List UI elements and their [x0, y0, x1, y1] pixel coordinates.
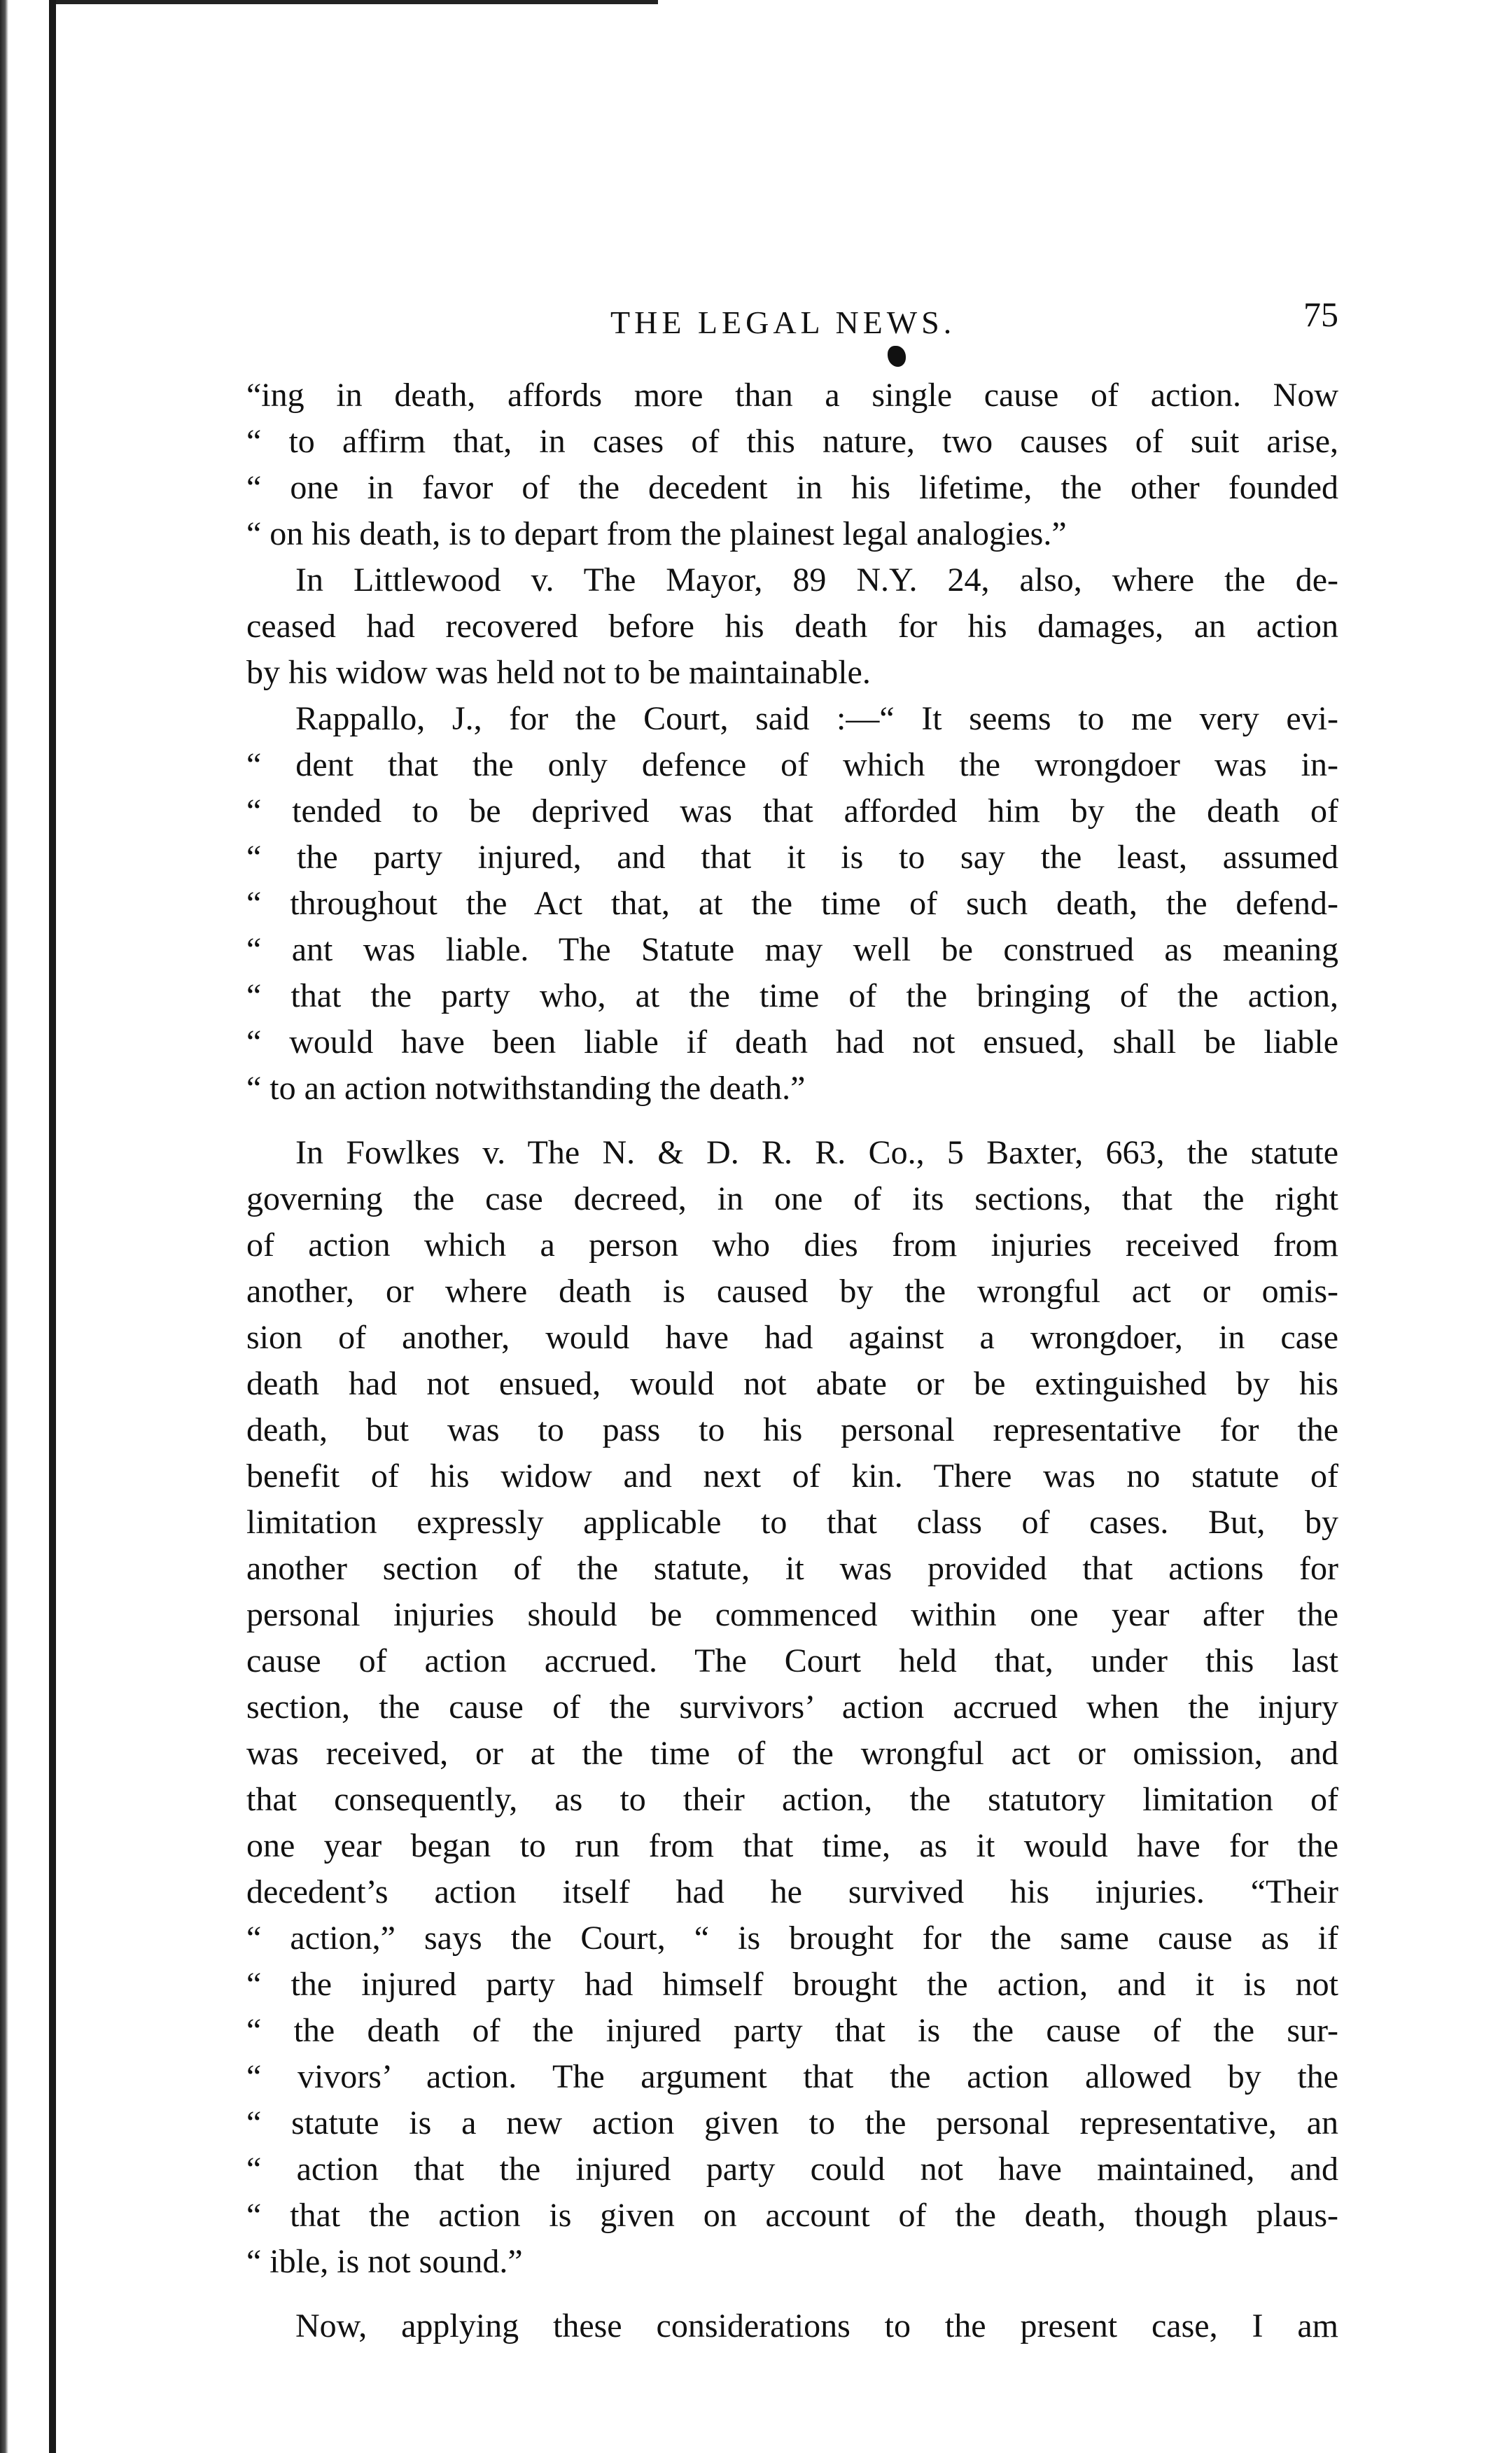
paragraph-1 [246, 372, 1338, 557]
binding-edge [0, 0, 8, 2453]
page [246, 294, 1338, 2380]
text-line: death, but was to pass to his personal representative for the [246, 1411, 1338, 1448]
body-text [246, 372, 1338, 2349]
text-line: “ on his death, is to depart from the plainest legal analogies.” [246, 515, 1067, 552]
text-line: “ that the action is given on account of the death, though plaus- [246, 2197, 1338, 2234]
text-line: “ one in favor of the decedent in his lifetime, the other founded [246, 469, 1338, 506]
text-line: Rappallo, J., for the Court, said :—“ It seems to me very evi- [295, 700, 1338, 737]
text-line: death had not ensued, would not abate or be extinguished by his [246, 1365, 1338, 1402]
text-line: another section of the statute, it was provided that actions for [246, 1550, 1338, 1587]
text-line: “ ant was liable. The Statute may well be construed as meaning [246, 931, 1338, 968]
text-line: “ the injured party had himself brought the action, and it is not [246, 1966, 1338, 2003]
text-line: “ dent that the only defence of which the wrongdoer was in- [246, 746, 1338, 783]
text-line: “ the party injured, and that it is to say the least, assumed [246, 839, 1338, 876]
paragraph-3 [246, 696, 1338, 1112]
text-line: another, or where death is caused by the wrongful act or omis- [246, 1273, 1338, 1310]
running-head [246, 294, 1338, 350]
text-line: section, the cause of the survivors’ action accrued when the injury [246, 1689, 1338, 1726]
text-line: “ would have been liable if death had not ensued, shall be liable [246, 1023, 1338, 1061]
paragraph-2 [246, 557, 1338, 696]
text-line: “ statute is a new action given to the personal representative, an [246, 2104, 1338, 2141]
text-line: In Fowlkes v. The N. & D. R. R. Co., 5 Baxter, 663, the statute [295, 1134, 1338, 1171]
text-line: “ throughout the Act that, at the time of such death, the defend- [246, 885, 1338, 922]
text-line: sion of another, would have had against a wrongdoer, in case [246, 1319, 1338, 1356]
text-line: “ing in death, affords more than a single cause of action. Now [246, 377, 1338, 414]
text-line: ceased had recovered before his death for his damages, an action [246, 608, 1338, 645]
text-line: limitation expressly applicable to that class of cases. But, by [246, 1504, 1338, 1541]
binding-line [49, 0, 56, 2453]
paragraph-5 [246, 2303, 1338, 2349]
running-title: THE LEGAL NEWS. [610, 305, 956, 340]
text-line: governing the case decreed, in one of its sections, that the right [246, 1180, 1338, 1217]
text-line: In Littlewood v. The Mayor, 89 N.Y. 24, also, where the de- [295, 561, 1338, 599]
text-line: “ tended to be deprived was that afforded him by the death of [246, 792, 1338, 830]
text-line: one year began to run from that time, as it would have for the [246, 1827, 1338, 1864]
text-line: “ the death of the injured party that is the cause of the sur- [246, 2012, 1338, 2049]
page-number: 75 [1303, 295, 1338, 334]
text-line: “ action,” says the Court, “ is brought for the same cause as if [246, 1920, 1338, 1957]
text-line: by his widow was held not to be maintainable. [246, 654, 871, 691]
text-line: “ to affirm that, in cases of this nature, two causes of suit arise, [246, 423, 1338, 460]
text-line: cause of action accrued. The Court held that, under this last [246, 1642, 1338, 1679]
text-line: “ ible, is not sound.” [246, 2243, 523, 2280]
text-line: that consequently, as to their action, the statutory limitation of [246, 1781, 1338, 1818]
text-line: personal injuries should be commenced within one year after the [246, 1596, 1338, 1633]
text-line: benefit of his widow and next of kin. There was no statute of [246, 1458, 1338, 1495]
text-line: “ to an action notwithstanding the death.” [246, 1070, 806, 1107]
text-line: “ that the party who, at the time of the bringing of the action, [246, 977, 1338, 1014]
text-line: was received, or at the time of the wrongful act or omission, and [246, 1735, 1338, 1772]
text-line: “ action that the injured party could not have maintained, and [246, 2151, 1338, 2188]
text-line: Now, applying these considerations to the present case, I am [295, 2307, 1338, 2344]
top-rule [56, 0, 658, 4]
text-line: of action which a person who dies from injuries received from [246, 1226, 1338, 1264]
text-line: “ vivors’ action. The argument that the action allowed by the [246, 2058, 1338, 2095]
paragraph-4 [246, 1130, 1338, 2285]
text-line: decedent’s action itself had he survived his injuries. “Their [246, 1873, 1338, 1910]
